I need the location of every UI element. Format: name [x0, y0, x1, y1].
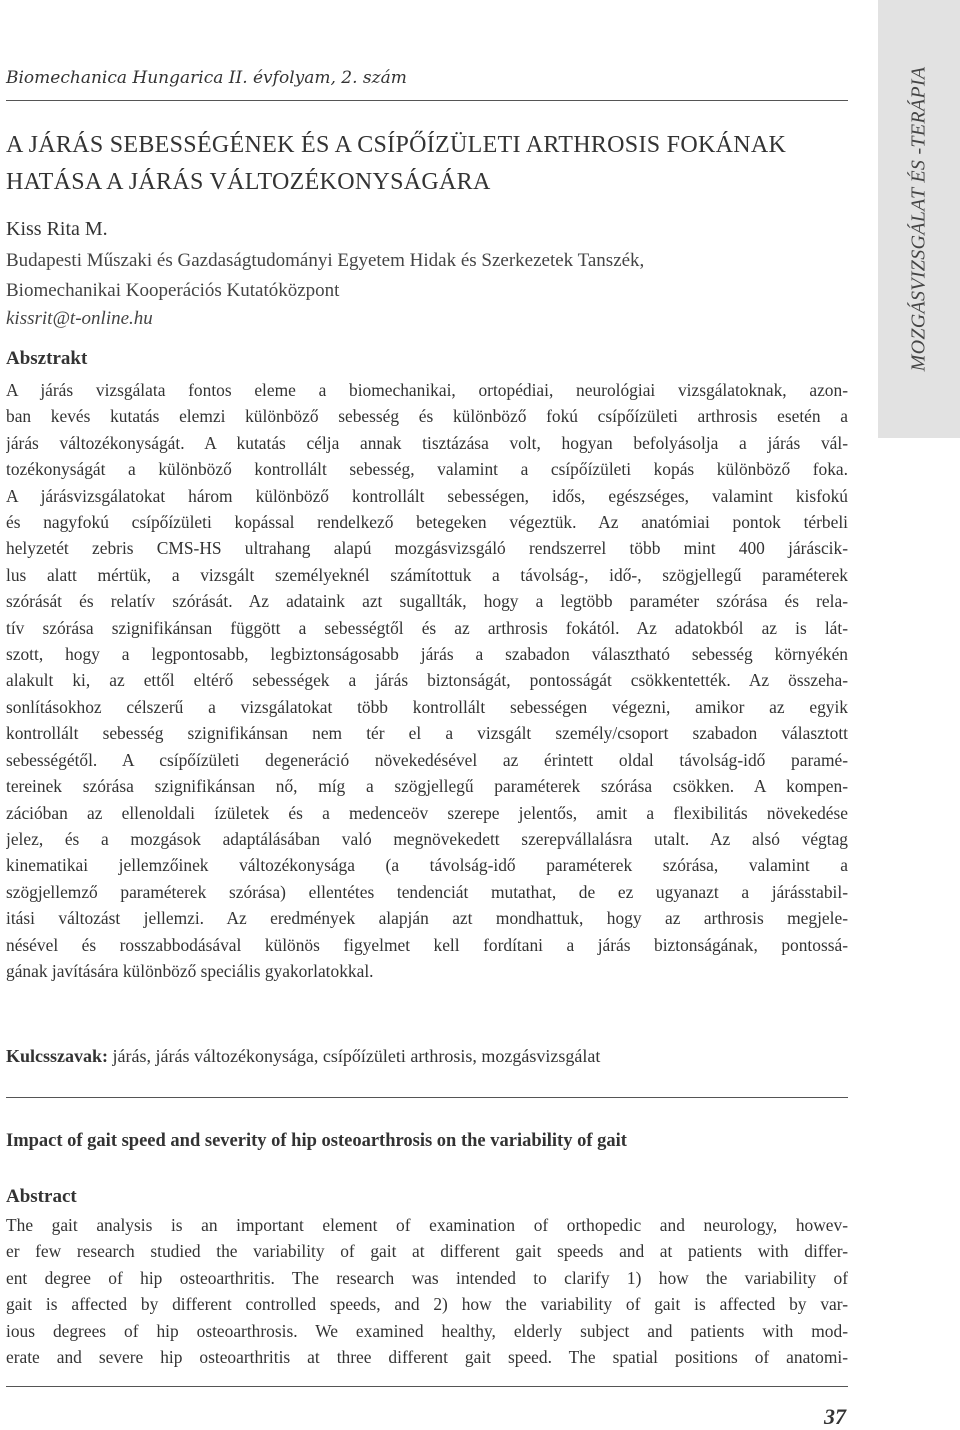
page-number: 37 — [824, 1404, 846, 1429]
text-line: szott, hogy a legpontosabb, legbiztonságosabb járás a szabadon választható sebesség környékén — [6, 644, 848, 665]
author-name: Kiss Rita M. — [6, 218, 108, 240]
keywords-label: Kulcsszavak: — [6, 1046, 109, 1066]
side-tab-label: MOZGÁSVIZSGÁLAT ÉS -TERÁPIA — [907, 66, 930, 372]
text-line: itási változást jellemzi. Az eredmények alapján azt mondhattuk, hogy az arthrosis megjele- — [6, 908, 848, 929]
text-line: A járás vizsgálata fontos eleme a biomechanikai, ortopédiai, neurológiai vizsgálatoknak, azon- — [6, 380, 848, 400]
text-line: szögjellemző paraméterek szórása) ellentétes tendenciát mutathat, de ez ugyanazt a járásstabil- — [6, 881, 848, 902]
text-line: lus alatt mértük, a vizsgált személyeknél számítottuk a távolság-, idő-, szögjellegű paraméterek — [6, 564, 848, 585]
title-line: HATÁSA A JÁRÁS VÁLTOZÉKONYSÁGÁRA — [6, 169, 491, 195]
text-line: sebességétől. A csípőízületi degeneráció növekedésével az érintett oldal távolság-idő paramé- — [6, 749, 848, 770]
text-line: The gait analysis is an important element of examination of orthopedic and neurology, howev- — [6, 1215, 848, 1235]
text-line: és nagyfokú csípőízületi kopással rendelkező betegeken végeztük. Az anatómiai pontok térbeli — [6, 512, 848, 533]
abstract-hu-body — [6, 377, 848, 984]
text-line: kinematikai jellemzőinek változékonysága (a távolság-idő paraméterek szórása, valamint a — [6, 855, 848, 876]
text-line: gait is affected by different controlled speeds, and 2) how the variability of gait is affected by var- — [6, 1294, 848, 1315]
text-line: ent degree of hip osteoarthritis. The research was intended to clarify 1) how the variability of — [6, 1267, 848, 1288]
text-line: tív szórása szignifikánsan függött a sebességtől és az arthrosis fokától. Az adatokból az is lát- — [6, 617, 848, 638]
english-title: Impact of gait speed and severity of hip osteoarthrosis on the variability of gait — [6, 1131, 627, 1151]
section-rule — [6, 1097, 848, 1098]
section-side-tab — [878, 0, 960, 438]
text-line: ban kevés kutatás elemzi különböző sebesség és különböző fokú csípőízületi arthrosis esetén a — [6, 406, 848, 427]
text-line: tozékonyságát a különböző kontrollált sebesség, valamint a csípőízületi kopás különböző foka. — [6, 459, 848, 480]
abstract-hu-heading: Absztrakt — [6, 348, 88, 369]
text-line: járás változékonyságát. A kutatás célja annak tisztázása volt, hogyan befolyásolja a járás vál- — [6, 432, 848, 453]
text-line: kontrollált sebesség szignifikánsan nem tér el a vizsgált személy/csoport szabadon választott — [6, 723, 848, 744]
text-line: er few research studied the variability of gait at different gait speeds and at patients with differ- — [6, 1241, 848, 1262]
text-line: gának javítására különböző speciális gyakorlatokkal. — [6, 960, 374, 981]
keywords-text: járás, járás változékonysága, csípőízületi arthrosis, mozgásvizsgálat — [108, 1046, 601, 1066]
journal-header: Biomechanica Hungarica II. évfolyam, 2. szám — [6, 68, 407, 88]
text-line: tereinek szórása szignifikánsan nő, míg a szögjellegű paraméterek szórása csökken. A kompen- — [6, 776, 848, 797]
text-line: erate and severe hip osteoarthritis at three different gait speed. The spatial positions of anatomi- — [6, 1347, 848, 1368]
text-line: helyzetét zebris CMS-HS ultrahang alapú mozgásvizsgáló rendszerrel több mint 400 járáscik- — [6, 538, 848, 559]
text-line: zációban az ellenoldali ízületek és a medenceöv szerepe jelentős, amit a flexibilitás növekedése — [6, 802, 848, 823]
text-line: nésével és rosszabbodásával különös figyelmet kell fordítani a járás biztonságának, pontossá- — [6, 934, 848, 955]
text-line: szórását és relatív szórását. Az adataink azt sugallták, hogy a legtöbb paraméter szórása és rela- — [6, 591, 848, 612]
author-email[interactable]: kissrit@t-online.hu — [6, 308, 153, 329]
article-title — [6, 127, 848, 201]
text-line: ious degrees of hip osteoarthrosis. We examined healthy, elderly subject and patients with mod- — [6, 1320, 848, 1341]
text-line: A járásvizsgálatokat három különböző kontrollált sebességen, idős, egészséges, valamint kisfokú — [6, 485, 848, 506]
abstract-en-body — [6, 1212, 848, 1370]
footer-rule — [6, 1386, 848, 1387]
abstract-en-heading: Abstract — [6, 1186, 77, 1207]
keywords — [6, 1046, 600, 1067]
text-line: alakult ki, az ettől eltérő sebességek a járás biztonságát, pontosságát csökkentették. Az összeha- — [6, 670, 848, 691]
affiliation-line: Budapesti Műszaki és Gazdaságtudományi Egyetem Hidak és Szerkezetek Tanszék, — [6, 250, 645, 271]
text-line: jelez, és a mozgások adaptálásában való megnövekedett szerepvállalásra utalt. Az alsó végtag — [6, 828, 848, 849]
title-line: A JÁRÁS SEBESSÉGÉNEK ÉS A CSÍPŐÍZÜLETI ARTHROSIS FOKÁNAK — [6, 132, 787, 158]
text-line: sonlításokhoz célszerű a vizsgálatokat több kontrollált sebességen végezni, amikor az egyik — [6, 696, 848, 717]
affiliation-line: Biomechanikai Kooperációs Kutatóközpont — [6, 280, 340, 301]
affiliation — [6, 246, 644, 306]
header-rule — [6, 100, 848, 101]
